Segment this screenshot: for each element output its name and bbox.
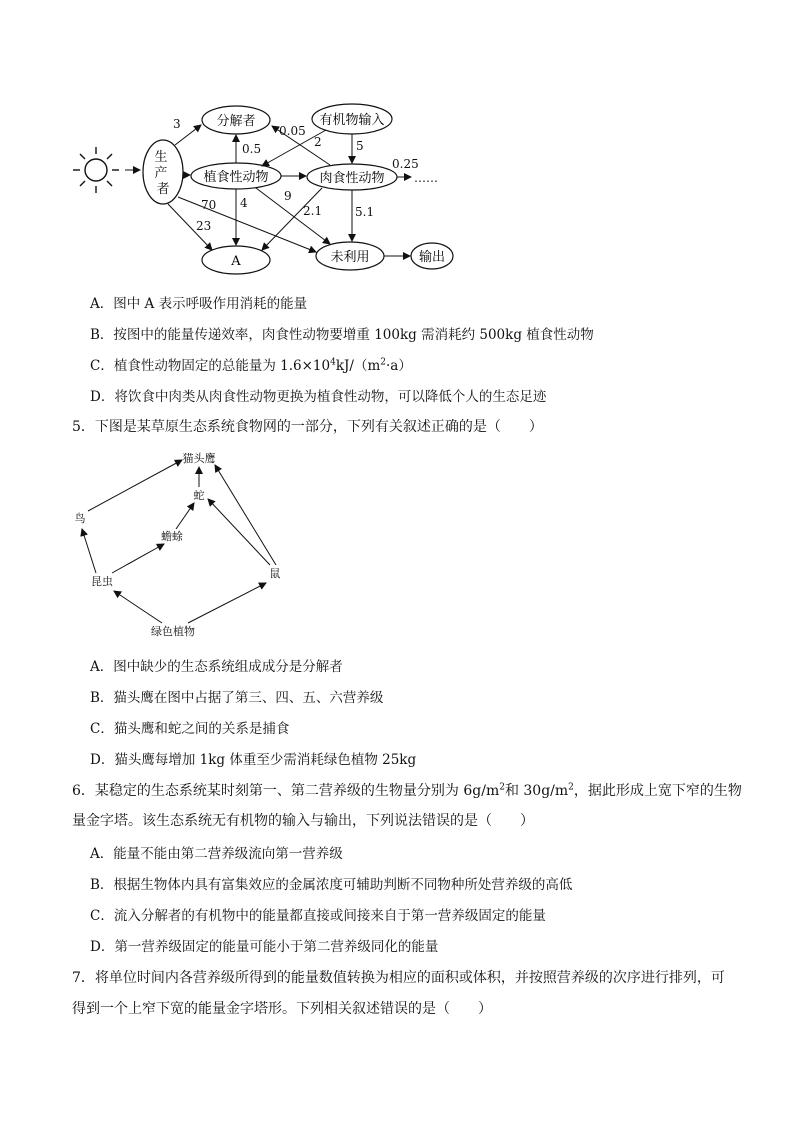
plant-label: 绿色植物	[151, 625, 195, 638]
carnivore-label: 肉食性动物	[319, 171, 385, 186]
label-5: 5	[356, 139, 364, 153]
herbivore-label: 植食性动物	[203, 170, 269, 185]
q5-option-a: A．图中缺少的生态系统组成成分是分解者	[90, 659, 343, 675]
q6-stem-sup2: 2	[568, 782, 574, 793]
sun-icon	[73, 147, 119, 193]
arrow-mouse-to-owl	[215, 465, 276, 565]
q4-option-c-unit-end: ·a）	[386, 358, 412, 374]
arrow-toad-to-snake	[176, 503, 194, 529]
q7-stem-line2: 得到一个上窄下宽的能量金字塔形。下列相关叙述错误的是（ ）	[72, 1001, 492, 1017]
q6-stem-part3: ，据此形成上宽下窄的生物	[573, 783, 742, 799]
label-0-25: 0.25	[392, 157, 419, 171]
mouse-label: 鼠	[269, 567, 281, 580]
q4-option-a: A．图中 A 表示呼吸作用消耗的能量	[90, 296, 308, 312]
q6-stem-line2: 量金字塔。该生态系统无有机物的输入与输出，下列说法错误的是（ ）	[72, 813, 534, 829]
producer-char-2: 产	[154, 166, 168, 181]
q6-option-b: B．根据生物体内具有富集效应的金属浓度可辅助判断不同物种所处营养级的高低	[90, 877, 573, 893]
a-label: A	[231, 254, 241, 269]
q6-option-c: C．流入分解者的有机物中的能量都直接或间接来自于第一营养级固定的能量	[90, 908, 546, 924]
q4-option-b: B．按图中的能量传递效率，肉食性动物要增重 100kg 需消耗约 500kg 植食性动物	[90, 327, 594, 343]
label-0-5: 0.5	[242, 142, 262, 156]
insect-label: 昆虫	[91, 575, 113, 588]
q7-stem-line1: 7．将单位时间内各营养级所得到的能量数值转换为相应的面积或体积，并按照营养级的次序进行排列，可	[72, 970, 725, 986]
label-3: 3	[173, 117, 181, 131]
decomposer-label: 分解者	[216, 114, 256, 129]
arrow-bird-to-owl	[88, 460, 182, 511]
q4-option-c-prefix: C．植食性动物固定的总能量为 1.6×10	[90, 358, 331, 374]
q6-stem-part1: 6．某稳定的生态系统某时刻第一、第二营养级的生物量分别为 6g/m	[72, 783, 500, 799]
q5-option-d: D．猫头鹰每增加 1kg 体重至少需消耗绿色植物 25kg	[90, 752, 417, 768]
q4-option-c-unit: kJ/（m	[335, 358, 381, 374]
producer-char-1: 生	[154, 150, 168, 165]
output-label: 输出	[418, 250, 446, 265]
label-70: 70	[201, 198, 217, 212]
food-web-diagram	[60, 445, 320, 645]
q6-option-a: A．能量不能由第二营养级流向第一营养级	[90, 846, 343, 862]
toad-label: 蟾蜍	[161, 530, 183, 543]
arrow-insect-to-toad	[112, 544, 164, 573]
arrow-mouse-to-snake	[208, 499, 270, 565]
arrow-plant-to-insect	[114, 591, 162, 623]
producer-label	[154, 149, 171, 197]
q6-option-d: D．第一营养级固定的能量可能小于第二营养级同化的能量	[90, 939, 439, 955]
producer-char-3: 者	[156, 182, 170, 197]
q4-option-c	[90, 354, 412, 374]
energy-flow-diagram	[0, 0, 794, 290]
q4-option-c-exp2: 2	[380, 357, 387, 368]
label-23: 23	[196, 219, 212, 233]
dots-label: ……	[414, 171, 438, 185]
q6-stem-part2: 和 30g/m	[504, 783, 569, 799]
snake-label: 蛇	[193, 489, 205, 502]
arrow-c-to-a	[262, 188, 322, 250]
q4-option-d: D．将饮食中肉类从肉食性动物更换为植食性动物，可以降低个人的生态足迹	[90, 389, 547, 405]
q5-stem: 5．下图是某草原生态系统食物网的一部分，下列有关叙述正确的是（ ）	[72, 419, 543, 435]
label-2: 2	[314, 135, 322, 149]
label-0-05: 0.05	[279, 124, 306, 138]
q4-option-c-exp: 4	[330, 357, 336, 368]
bird-label: 鸟	[74, 512, 86, 525]
label-9: 9	[284, 189, 292, 203]
label-5-1: 5.1	[355, 205, 375, 219]
q5-option-b: B．猫头鹰在图中占据了第三、四、五、六营养级	[90, 690, 384, 706]
q6-stem-line1	[72, 780, 742, 800]
q5-option-c: C．猫头鹰和蛇之间的关系是捕食	[90, 721, 290, 737]
arrow-insect-to-bird	[82, 529, 96, 573]
label-4: 4	[240, 196, 248, 210]
q6-stem-sup1: 2	[499, 782, 505, 793]
organic-input-label: 有机物输入	[319, 113, 385, 128]
owl-label: 猫头鹰	[182, 452, 216, 465]
arrow-plant-to-mouse	[188, 583, 266, 623]
label-2-1: 2.1	[303, 204, 323, 218]
unused-label: 未利用	[330, 250, 370, 265]
